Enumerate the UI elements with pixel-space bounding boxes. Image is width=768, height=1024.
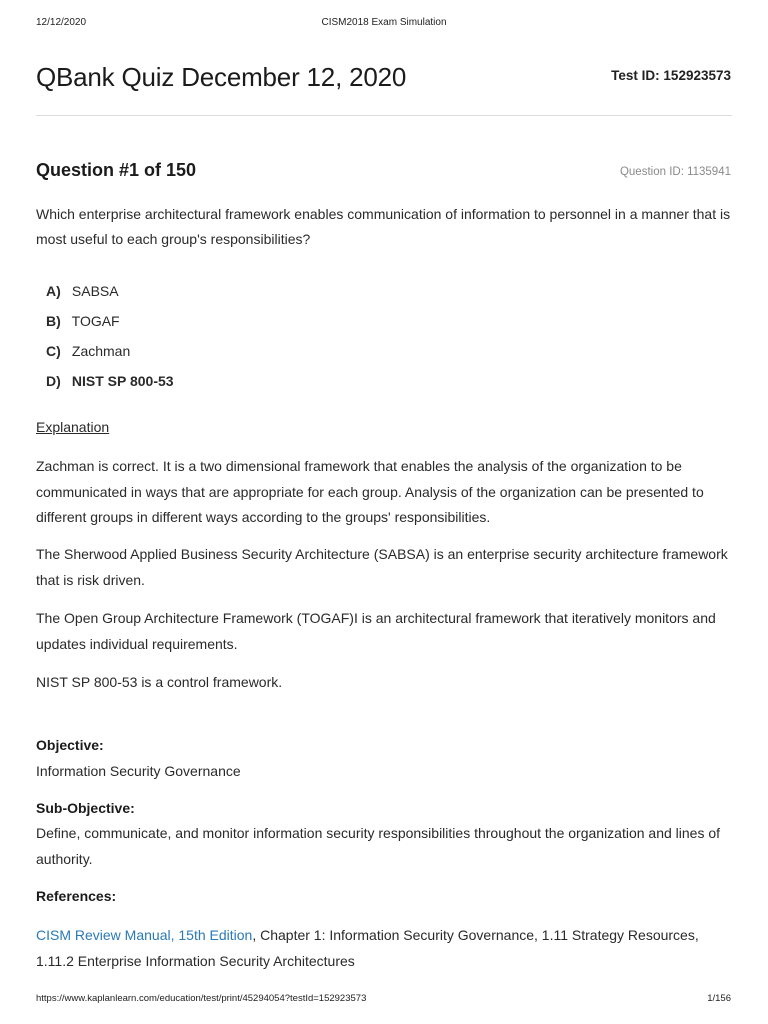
explanation-paragraph-4: NIST SP 800-53 is a control framework. (36, 674, 283, 690)
test-id: Test ID: 152923573 (611, 68, 731, 83)
option-letter: C) (46, 343, 61, 359)
sub-objective-label: Sub-Objective: (36, 800, 135, 816)
question-id: Question ID: 1135941 (619, 166, 731, 178)
option-letter: A) (46, 283, 61, 299)
option-text: NIST SP 800-53 (71, 373, 174, 389)
print-title: CISM2018 Exam Simulation (321, 17, 447, 28)
page-number: 1/156 (707, 993, 731, 1004)
page-title: QBank Quiz December 12, 2020 (36, 62, 407, 92)
question-heading: Question #1 of 150 (36, 160, 197, 180)
reference-link[interactable]: CISM Review Manual, 15th Edition (36, 927, 253, 943)
header-divider (36, 115, 732, 116)
option-c[interactable] (46, 341, 174, 371)
option-d[interactable] (46, 371, 174, 401)
explanation-paragraph-3: The Open Group Architecture Framework (TOGAF)I is an architectural framework that iteratively monitors and updates individual requirements. (36, 610, 716, 652)
references-text (36, 923, 736, 974)
option-text: Zachman (71, 343, 131, 359)
objective-label: Objective: (36, 737, 104, 753)
option-letter: D) (46, 373, 61, 389)
print-date: 12/12/2020 (36, 17, 87, 28)
references-label: References: (36, 888, 117, 904)
option-text: SABSA (71, 283, 119, 299)
print-url: https://www.kaplanlearn.com/education/test/print/45294054?testId=152923573 (36, 993, 367, 1004)
option-text: TOGAF (71, 313, 120, 329)
explanation-link[interactable]: Explanation (36, 419, 110, 435)
answer-options (46, 281, 174, 401)
option-a[interactable] (46, 281, 174, 311)
objective-value: Information Security Governance (36, 763, 241, 779)
explanation-paragraph-1: Zachman is correct. It is a two dimensional framework that enables the analysis of the organization to be communicated in ways that are appropriate for each group. Analysis of the organization can be presented to different groups in different ways according to the groups' responsibilities. (36, 458, 704, 525)
question-text: Which enterprise architectural framework enables communication of information to personnel in a manner that is most useful to each group's responsibilities? (36, 206, 731, 247)
option-letter: B) (46, 313, 61, 329)
sub-objective-value: Define, communicate, and monitor information security responsibilities throughout the organization and lines of authority. (36, 825, 721, 867)
explanation-paragraph-2: The Sherwood Applied Business Security Architecture (SABSA) is an enterprise security architecture framework that is risk driven. (36, 546, 728, 588)
reference-details: , Chapter 1: Information Security Governance, 1.11 Strategy Resources, 1.11.2 Enterprise Information Security Architectures (36, 927, 699, 969)
option-b[interactable] (46, 311, 174, 341)
